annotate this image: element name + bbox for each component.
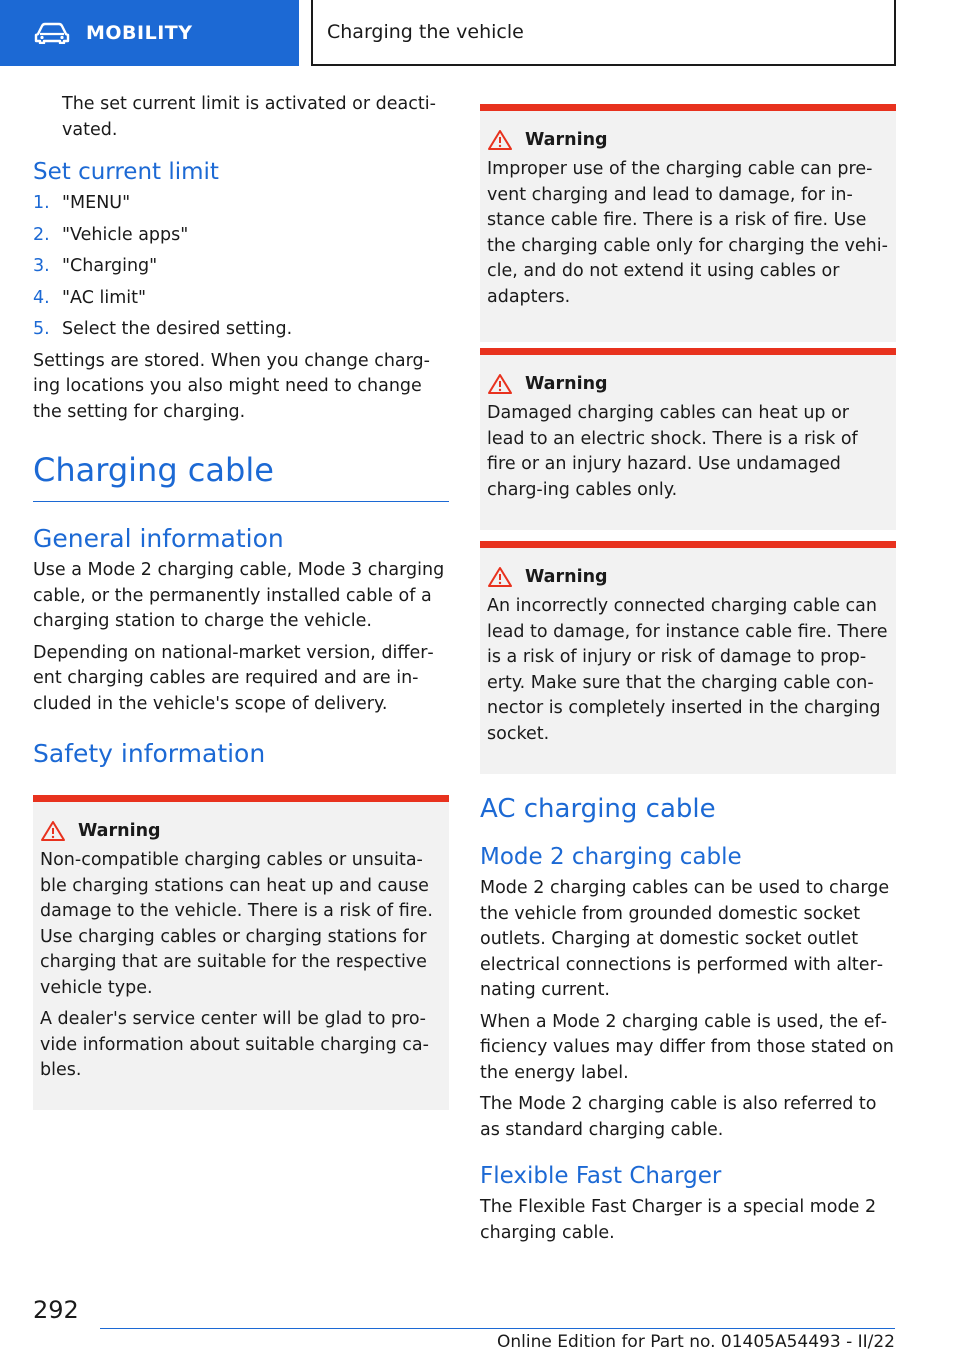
ac-charging-cable-heading: AC charging cable xyxy=(480,794,716,824)
mode2-paragraph-2: When a Mode 2 charging cable is used, the ef‐ficiency values may differ from those stated on the energy label. xyxy=(480,1011,894,1083)
warning-title: Warning xyxy=(487,373,888,395)
flexible-fast-charger-heading: Flexible Fast Charger xyxy=(480,1163,722,1189)
footer-divider xyxy=(100,1328,895,1329)
mode2-heading: Mode 2 charging cable xyxy=(480,844,742,870)
warning-triangle-icon xyxy=(487,129,513,151)
warning-box xyxy=(33,795,449,1110)
list-item: 3. "Charging" xyxy=(33,256,158,276)
settings-note: Settings are stored. When you change charg‐ing locations you also might need to change the setting for charging. xyxy=(33,350,430,422)
chapter-title: Charging the vehicle xyxy=(327,21,524,43)
ffc-paragraph: The Flexible Fast Charger is a special mode 2 charging cable. xyxy=(480,1197,877,1243)
set-current-limit-heading: Set current limit xyxy=(33,159,219,185)
page-number: 292 xyxy=(33,1296,79,1324)
section-title: MOBILITY xyxy=(86,22,193,44)
car-icon xyxy=(34,22,70,44)
list-item: 2. "Vehicle apps" xyxy=(33,224,189,245)
warning-box xyxy=(480,541,896,774)
warning-text: Improper use of the charging cable can pre‐vent charging and lead to damage, for in‐stance cable fire. There is a risk of fire. Use the charging cable only for charging the vehi‐cle, and do not extend it using cables or adapters. xyxy=(487,159,888,307)
safety-information-heading: Safety information xyxy=(33,739,266,768)
warning-text: Non-compatible charging cables or unsuita‐ble charging stations can heat up and cause damage to the vehicle. There is a risk of fire. Use charging cables or charging stations for charging that are suitable for the respective vehicle type. xyxy=(40,850,433,998)
mode2-paragraph-3: The Mode 2 charging cable is also referred to as standard charging cable. xyxy=(480,1094,877,1140)
warning-triangle-icon xyxy=(487,373,513,395)
intro-text: The set current limit is activated or deacti‐vated. xyxy=(62,94,436,140)
warning-text: Damaged charging cables can heat up or lead to an electric shock. There is a risk of fire or an injury hazard. Use undamaged charg‐ing cables only. xyxy=(487,403,858,500)
warning-text: An incorrectly connected charging cable can lead to damage, for instance cable fire. There is a risk of injury or risk of damage to prop‐erty. Make sure that the charging cable con‐nector is completely inserted in the charging socket. xyxy=(487,596,888,744)
warning-title: Warning xyxy=(40,820,441,842)
charging-cable-heading: Charging cable xyxy=(33,449,449,502)
steps-list xyxy=(33,191,449,343)
left-column xyxy=(33,92,449,1110)
list-item: 4. "AC limit" xyxy=(33,287,147,308)
warning-text: A dealer's service center will be glad to pro‐vide information about suitable charging ca‐bles. xyxy=(40,1009,429,1080)
right-column xyxy=(480,104,896,1252)
list-item: 5. Select the desired setting. xyxy=(33,319,293,339)
warning-box xyxy=(480,104,896,342)
warning-triangle-icon xyxy=(487,566,513,588)
general-paragraph-1: Use a Mode 2 charging cable, Mode 3 charging cable, or the permanently installed cable of a charging station to charge the vehicle. xyxy=(33,560,445,631)
mode2-paragraph-1: Mode 2 charging cables can be used to charge the vehicle from grounded domestic socket outlets. Charging at domestic socket outlet electrical connections is performed with alter‐nating current. xyxy=(480,878,890,1000)
warning-triangle-icon xyxy=(40,820,66,842)
list-item: 1. "MENU" xyxy=(33,193,131,213)
warning-box xyxy=(480,348,896,530)
warning-title: Warning xyxy=(487,129,888,151)
header-section-tab xyxy=(0,0,299,66)
warning-title: Warning xyxy=(487,566,888,588)
footer-edition: Online Edition for Part no. 01405A54493 - II/22 xyxy=(496,1332,895,1352)
chapter-header xyxy=(311,0,896,66)
general-information-heading: General information xyxy=(33,524,284,553)
general-paragraph-2: Depending on national-market version, differ‐ent charging cables are required and are in‐cluded in the vehicle's scope of delivery. xyxy=(33,642,434,714)
